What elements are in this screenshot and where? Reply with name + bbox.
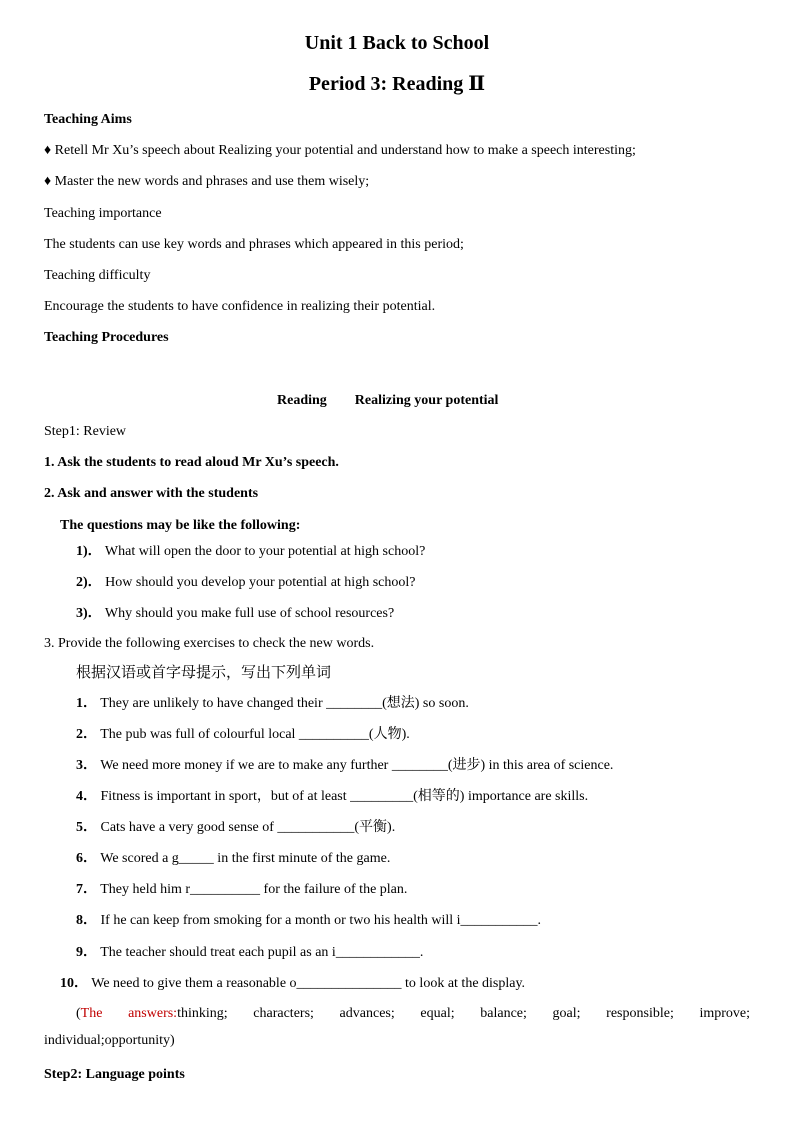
difficulty-heading: Teaching difficulty	[44, 268, 151, 283]
exercise-number: 8．	[76, 913, 97, 928]
exercise-item	[76, 695, 469, 713]
reading-heading	[277, 392, 498, 410]
aim-item: ♦ Master the new words and phrases and use them wisely;	[44, 174, 370, 189]
difficulty-text: Encourage the students to have confidence in realizing their potential.	[44, 299, 436, 314]
answers-label: (The	[76, 1006, 103, 1021]
exercise-item	[76, 757, 613, 775]
answer-item: balance;	[480, 1006, 527, 1021]
title: Unit 1 Back to School	[304, 32, 490, 54]
aim-item: ♦ Retell Mr Xu’s speech about Realizing your potential and understand how to make a speech interesting;	[44, 143, 636, 158]
exercise-text: We need more money if we are to make any further ________(进步) in this area of science.	[100, 758, 614, 773]
answer-item: characters;	[253, 1006, 314, 1021]
exercise-text: Cats have a very good sense of ___________(平衡).	[100, 820, 396, 835]
question-item	[76, 543, 425, 561]
answers-row	[76, 1005, 750, 1023]
exercise-item	[60, 975, 525, 993]
answers-continuation: individual;opportunity)	[44, 1033, 175, 1048]
question-number: 1)．	[76, 544, 102, 559]
answer-item: advances;	[339, 1006, 395, 1021]
questions-intro: The questions may be like the following:	[60, 518, 301, 533]
exercise-text: We need to give them a reasonable o_______________ to look at the display.	[91, 976, 526, 991]
exercise-number: 5．	[76, 820, 97, 835]
exercise-number: 3．	[76, 758, 97, 773]
question-text: Why should you make full use of school resources?	[104, 606, 395, 621]
answer-item: goal;	[552, 1006, 581, 1021]
exercise-number: 9．	[76, 945, 97, 960]
step1-item: 2. Ask and answer with the students	[44, 486, 259, 501]
exercise-number: 10．	[60, 976, 88, 991]
question-number: 3)．	[76, 606, 102, 621]
exercise-item	[76, 788, 588, 806]
exercise-number: 1．	[76, 696, 97, 711]
exercise-item	[76, 726, 410, 744]
question-text: What will open the door to your potential at high school?	[104, 544, 426, 559]
step2-heading: Step2: Language points	[44, 1067, 185, 1082]
answer-item: responsible;	[606, 1006, 674, 1021]
answer-item: thinking;	[177, 1006, 228, 1021]
reading-label: Reading	[277, 393, 327, 408]
exercise-number: 7．	[76, 882, 97, 897]
question-item	[76, 574, 415, 592]
step1-heading: Step1: Review	[44, 424, 127, 439]
step1-item: 1. Ask the students to read aloud Mr Xu’s speech.	[44, 455, 339, 470]
answers-label-answers: answers:	[128, 1006, 178, 1021]
question-number: 2)．	[76, 575, 102, 590]
exercise-text: We scored a g_____ in the first minute of the game.	[100, 851, 391, 866]
exercise-number: 2．	[76, 727, 97, 742]
exercise-number: 4．	[76, 789, 97, 804]
exercise-text: If he can keep from smoking for a month or two his health will i___________.	[100, 913, 542, 928]
question-item	[76, 605, 394, 623]
importance-text: The students can use key words and phrases which appeared in this period;	[44, 237, 464, 252]
importance-heading: Teaching importance	[44, 206, 162, 221]
exercise-number: 6．	[76, 851, 97, 866]
question-text: How should you develop your potential at high school?	[105, 575, 416, 590]
instruction-cn: 根据汉语或首字母提示，写出下列单词	[76, 663, 332, 681]
exercise-text: The pub was full of colourful local __________(人物).	[100, 727, 410, 742]
subtitle: Period 3: Reading Ⅱ	[308, 73, 486, 95]
exercise-item	[76, 912, 541, 930]
aims-heading: Teaching Aims	[44, 112, 132, 127]
exercise-text: They held him r__________ for the failure of the plan.	[100, 882, 408, 897]
exercise-text: Fitness is important in sport，but of at least _________(相等的) importance are skills.	[100, 789, 589, 804]
answers-label-the: The	[80, 1006, 103, 1021]
step1-item: 3. Provide the following exercises to check the new words.	[44, 636, 375, 651]
exercise-item	[76, 944, 423, 962]
answer-item: improve;	[699, 1006, 751, 1021]
exercise-item	[76, 819, 395, 837]
answer-item: equal;	[420, 1006, 455, 1021]
procedures-heading: Teaching Procedures	[44, 330, 169, 345]
exercise-text: The teacher should treat each pupil as an i____________.	[100, 945, 424, 960]
exercise-item	[76, 881, 407, 899]
exercise-item	[76, 850, 390, 868]
reading-topic: Realizing your potential	[354, 393, 499, 408]
exercise-text: They are unlikely to have changed their ________(想法) so soon.	[100, 696, 469, 711]
